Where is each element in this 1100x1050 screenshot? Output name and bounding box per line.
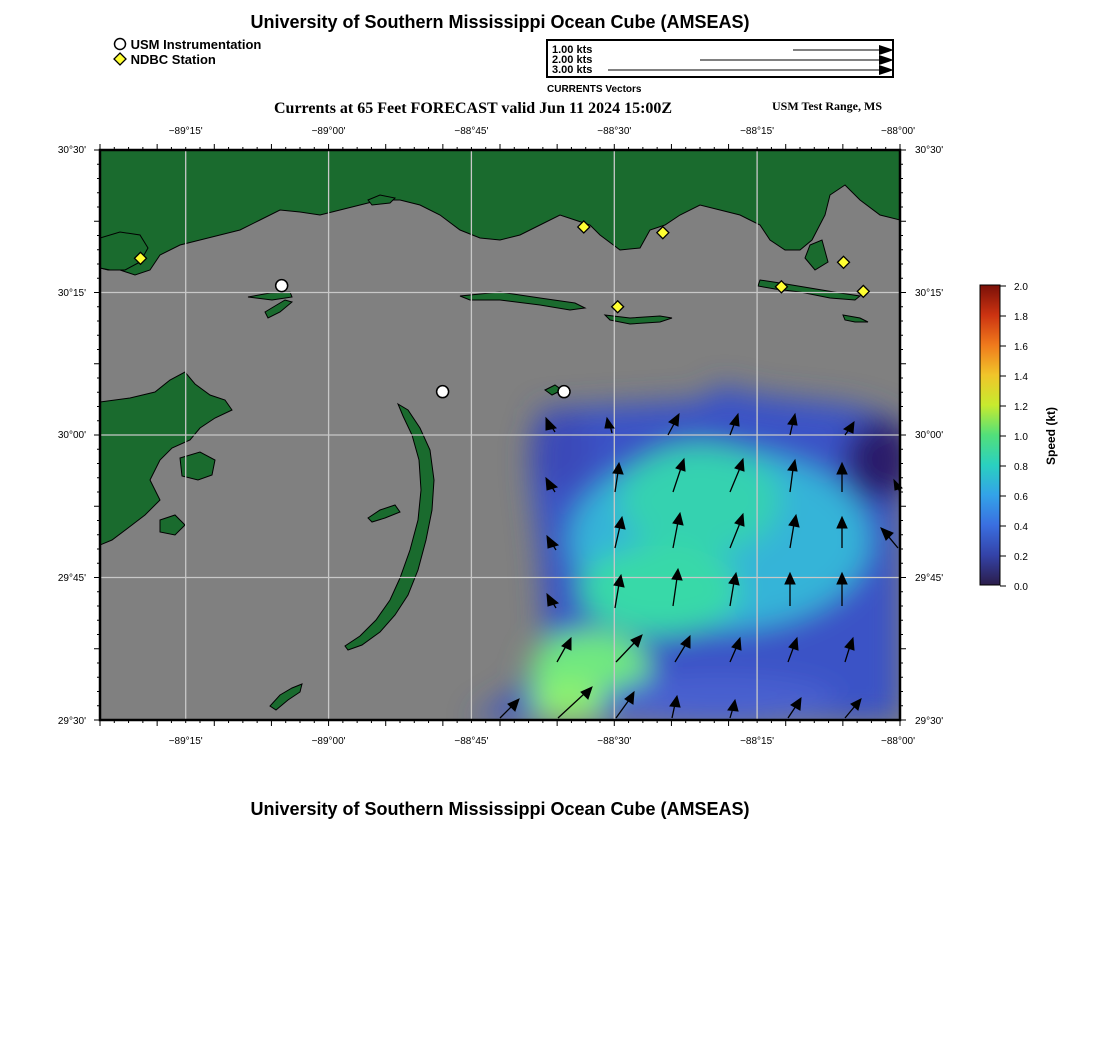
colorbar-tick-label: 0.8	[1014, 462, 1028, 473]
right-lat-label: 29°45'	[915, 573, 944, 584]
main-title: University of Southern Mississippi Ocean Cube (AMSEAS)	[250, 12, 750, 32]
left-lat-label: 30°00'	[57, 430, 86, 441]
bottom-tick-label: −89°15'	[168, 736, 203, 747]
vector-legend-row-3: 3.00 kts	[552, 64, 593, 76]
map-subtitle: Currents at 65 Feet FORECAST valid Jun 11 2024 15:00Z	[274, 100, 673, 117]
colorbar-tick-label: 1.2	[1014, 402, 1028, 413]
top-tick-label: −88°15'	[740, 126, 775, 137]
colorbar-tick-label: 1.6	[1014, 342, 1028, 353]
right-lat-label: 30°30'	[915, 145, 944, 156]
bottom-tick-label: −89°00'	[311, 736, 346, 747]
bottom-tick-label: −88°45'	[454, 736, 489, 747]
colorbar-tick-label: 1.8	[1014, 312, 1028, 323]
vector-legend-row-1: 1.00 kts	[552, 44, 593, 56]
colorbar-tick-label: 0.6	[1014, 492, 1028, 503]
range-label: USM Test Range, MS	[772, 99, 883, 113]
colorbar-tick-label: 0.4	[1014, 522, 1028, 533]
ndbc-legend-label: NDBC Station	[130, 52, 216, 67]
colorbar-tick-label: 1.0	[1014, 432, 1028, 443]
bottom-tick-label: −88°30'	[597, 736, 632, 747]
bottom-tick-label: −88°00'	[881, 736, 915, 747]
top-tick-label: −88°30'	[597, 126, 632, 137]
bottom-tick-label: −88°15'	[740, 736, 775, 747]
left-lat-label: 30°30'	[57, 145, 86, 156]
top-tick-label: −89°15'	[168, 126, 203, 137]
usm-station-marker	[558, 386, 570, 398]
top-tick-label: −88°45'	[454, 126, 489, 137]
colorbar	[980, 282, 1058, 593]
top-tick-label: −89°00'	[311, 126, 346, 137]
footer-title: University of Southern Mississippi Ocean Cube (AMSEAS)	[250, 799, 750, 819]
right-lat-label: 30°00'	[915, 430, 944, 441]
usm-station-marker	[276, 280, 288, 292]
left-lat-label: 30°15'	[57, 288, 86, 299]
right-lat-label: 29°30'	[915, 716, 944, 727]
top-tick-label: −88°00'	[881, 126, 915, 137]
left-lat-label: 29°30'	[57, 716, 86, 727]
vector-legend-caption: CURRENTS Vectors	[547, 84, 642, 95]
usm-legend-label: USM Instrumentation	[130, 37, 262, 52]
colorbar-label: Speed (kt)	[1044, 406, 1058, 466]
colorbar-ramp	[980, 285, 1000, 585]
usm-station-marker	[437, 386, 449, 398]
vector-legend-row-2: 2.00 kts	[552, 54, 593, 66]
left-lat-label: 29°45'	[57, 573, 86, 584]
colorbar-tick-label: 1.4	[1014, 372, 1028, 383]
colorbar-tick-label: 0.0	[1014, 582, 1028, 593]
right-lat-label: 30°15'	[915, 288, 944, 299]
colorbar-tick-label: 2.0	[1014, 282, 1028, 293]
colorbar-tick-label: 0.2	[1014, 552, 1028, 563]
